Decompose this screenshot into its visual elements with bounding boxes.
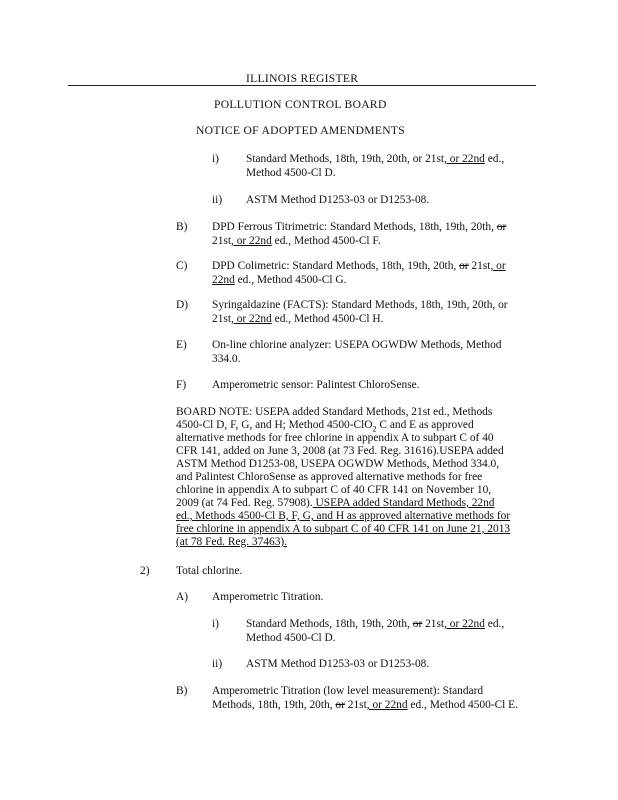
- note-line5: ASTM Method D1253-08, USEPA OGWDW Methods, Method 334.0,: [176, 458, 500, 470]
- item-i-line1: [246, 152, 504, 166]
- item-2a-ii-text: ASTM Method D1253-03 or D1253-08.: [246, 658, 430, 670]
- note-line3: alternative methods for free chlorine in appendix A to subpart C of 40: [176, 432, 494, 444]
- note-line7: chlorine in appendix A to subpart C of 40 CFR 141 on November 10,: [176, 484, 492, 496]
- text-run: ed.,: [484, 618, 505, 630]
- note-line11: (at 78 Fed. Reg. 37463).: [176, 536, 288, 548]
- item-c-line1: [212, 259, 506, 273]
- item-c-label: C): [176, 260, 188, 272]
- text-run: DPD Ferrous Titrimetric: Standard Methods, 18th, 19th, 20th,: [212, 221, 497, 233]
- text-run: 21st: [212, 313, 231, 325]
- text-run: Standard Methods, 18th, 19th, 20th, or 21st: [246, 153, 445, 165]
- item-i-line2: Method 4500-Cl D.: [246, 167, 336, 179]
- inserted-text: , or 22nd: [231, 235, 272, 247]
- item-d-label: D): [176, 299, 189, 311]
- item-e-line1: On-line chlorine analyzer: USEPA OGWDW Methods, Method: [212, 339, 502, 351]
- deleted-text: or: [412, 618, 423, 630]
- item-2b-line1: Amperometric Titration (low level measurement): Standard: [212, 685, 484, 697]
- note-line6: and Palintest ChloroSense as approved alternative methods for free: [176, 471, 483, 483]
- item-e-line2: 334.0.: [212, 353, 241, 365]
- text-run: C and E as approved: [376, 419, 474, 431]
- note-line9: ed., Methods 4500-Cl B, F, G, and H as approved alternative methods for: [176, 510, 511, 522]
- text-run: 21st: [344, 699, 367, 711]
- item-b-line1: [212, 220, 506, 234]
- text-run: 21st: [468, 260, 491, 272]
- item-ii-label: ii): [212, 194, 223, 206]
- text-run: ed., Method 4500-Cl H.: [271, 313, 384, 325]
- item-b-line2: [212, 234, 381, 248]
- item-c-line2: [212, 273, 346, 287]
- text-run: Methods, 18th, 19th, 20th,: [212, 699, 336, 711]
- text-run: 21st: [212, 235, 231, 247]
- text-run: 21st: [422, 618, 445, 630]
- note-line2: [176, 418, 474, 432]
- deleted-text: or: [496, 221, 507, 233]
- deleted-text: or: [335, 699, 345, 711]
- text-run: ed., Method 4500-Cl F.: [271, 235, 381, 247]
- item-2a-i-label: i): [212, 618, 219, 630]
- inserted-text: 22nd: [212, 274, 235, 286]
- item-f-text: Amperometric sensor: Palintest ChloroSense.: [212, 379, 420, 391]
- item-ii-text: ASTM Method D1253-03 or D1253-08.: [246, 194, 430, 206]
- notice-title: NOTICE OF ADOPTED AMENDMENTS: [196, 124, 406, 137]
- item-2a-label: A): [176, 591, 189, 603]
- register-title: ILLINOIS REGISTER: [246, 72, 359, 85]
- item-2b-line2: [212, 698, 518, 712]
- item-2a-text: Amperometric Titration.: [212, 591, 324, 603]
- text-run: ed.,: [484, 153, 505, 165]
- inserted-text: , or 22nd: [444, 153, 485, 165]
- text-run: DPD Colimetric: Standard Methods, 18th, 19th, 20th,: [212, 260, 460, 272]
- item-2a-ii-label: ii): [212, 658, 223, 670]
- inserted-text: , or 22nd: [366, 699, 408, 711]
- note-line1: BOARD NOTE: USEPA added Standard Methods, 21st ed., Methods: [176, 406, 493, 418]
- subscript: 2: [372, 424, 377, 434]
- inserted-text: , or 22nd: [231, 313, 272, 325]
- inserted-text: USEPA added Standard Methods, 22nd: [312, 497, 495, 509]
- item-2a-i-line2: Method 4500-Cl D.: [246, 632, 336, 644]
- note-line10: free chlorine in appendix A to subpart C of 40 CFR 141 on June 21, 2013: [176, 523, 511, 535]
- text-run: ed., Method 4500-Cl E.: [407, 699, 518, 711]
- item-d-line1: Syringaldazine (FACTS): Standard Methods, 18th, 19th, 20th, or: [212, 299, 508, 311]
- note-line4: CFR 141, added on June 3, 2008 (at 73 Fed. Reg. 31616).USEPA added: [176, 445, 504, 457]
- item-2b-label: B): [176, 685, 188, 697]
- board-title: POLLUTION CONTROL BOARD: [214, 98, 387, 111]
- item-b-label: B): [176, 221, 188, 233]
- deleted-text: or: [459, 260, 469, 272]
- text-run: 4500-Cl D, F, G, and H; Method 4500-ClO: [176, 419, 373, 431]
- item-2a-i-line1: [246, 617, 504, 631]
- item-2-label: 2): [140, 565, 150, 577]
- text-run: Standard Methods, 18th, 19th, 20th,: [246, 618, 413, 630]
- item-2-text: Total chlorine.: [176, 565, 243, 577]
- item-e-label: E): [176, 339, 187, 351]
- item-d-line2: [212, 312, 384, 326]
- text-run: 2009 (at 74 Fed. Reg. 57908).: [176, 497, 313, 509]
- inserted-text: , or: [490, 260, 506, 272]
- item-f-label: F): [176, 379, 187, 391]
- text-run: ed., Method 4500-Cl G.: [234, 274, 347, 286]
- inserted-text: , or 22nd: [444, 618, 485, 630]
- item-i-label: i): [212, 153, 219, 165]
- note-line8: [176, 496, 495, 510]
